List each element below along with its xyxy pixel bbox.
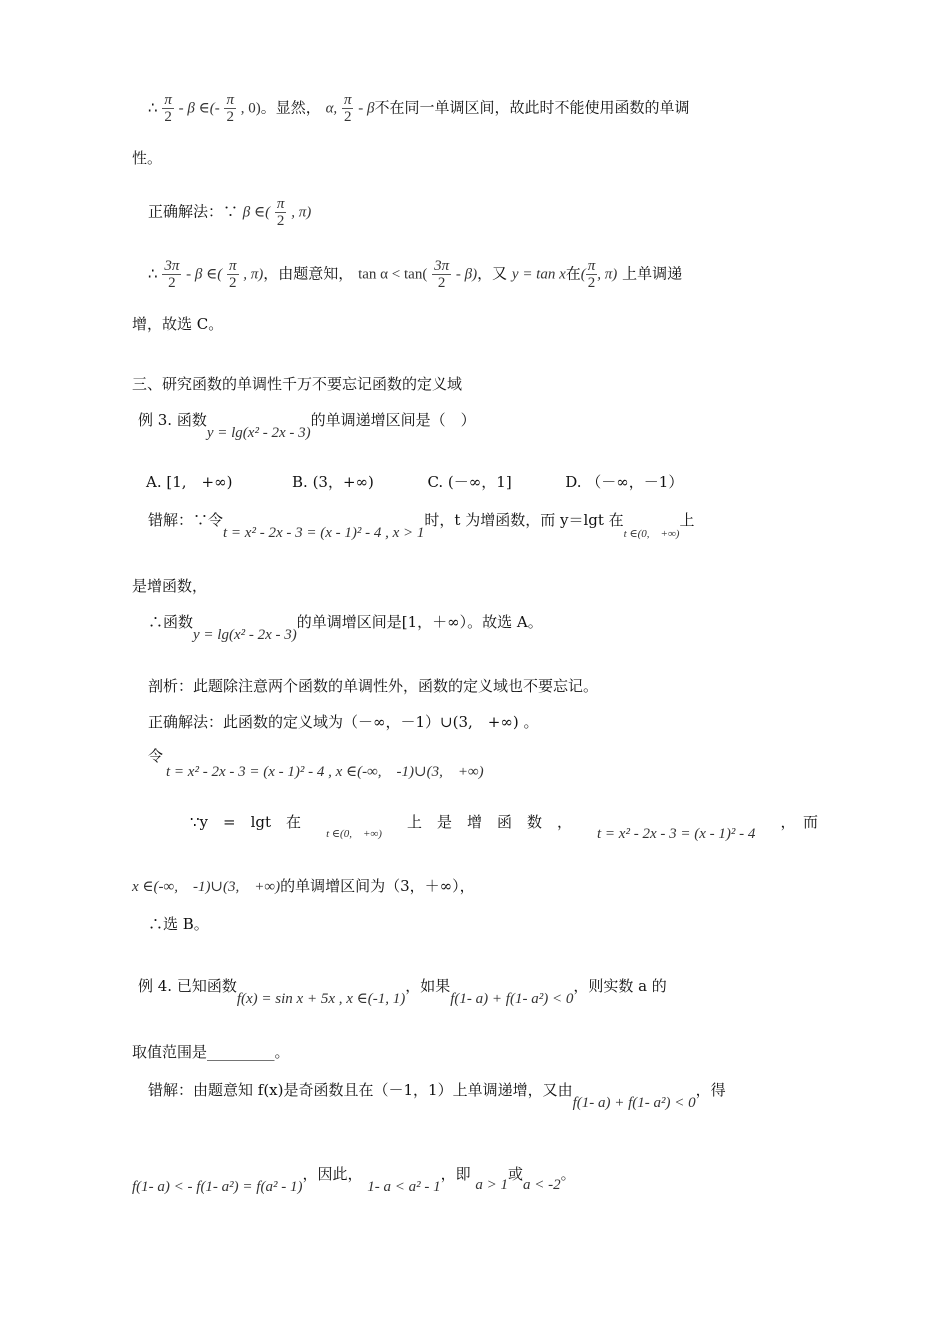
correct-3-since: ∵y = lgt 在 t ∈(0, +∞) 上 是 增 函 数 ， t = x² - 2x - 3 = (x - 1)² - 4 ， 而 — [190, 813, 818, 842]
fraction-3pi-over-2: $\frac{3\pi}{2}$ — [434, 258, 450, 291]
section-title-3: 三、研究函数的单调性千万不要忘记函数的定义域 — [132, 375, 463, 393]
option-b: B. (3，+∞) — [292, 473, 374, 491]
line-choose-c: 增，故选 C。 — [132, 315, 224, 333]
options-row — [146, 472, 683, 492]
correct-3-domain: x ∈(-∞, -1)∪(3, +∞)的单调增区间为（3，＋∞）， — [132, 877, 475, 895]
correct-solution-3: 正确解法：此函数的定义域为（－∞，－1）∪(3, +∞) 。 — [148, 713, 539, 731]
option-c: C. (－∞，1] — [427, 473, 512, 491]
correct-3-let: 令 — [148, 747, 164, 765]
correct-3-choose: ∴选 B。 — [148, 915, 209, 933]
line-3pi: ∴ $\frac{3\pi}{2}$ - β ∈( $\frac{\pi}{2}$ , π)，由题意知， tan α < tan( $\frac{3\pi}{2}$ - β)，又 y = tan x在( $\frac{\pi}{2}$ , π) 上单调递 — [148, 258, 683, 291]
wrong-solution-3-conclusion: ∴函数y = lg(x² - 2x - 3)的单调增区间是[1，＋∞）。故选 A。 — [148, 613, 543, 643]
line-2: 性。 — [132, 149, 163, 167]
fraction-pi-over-2: $\frac{\pi}{2}$ — [226, 92, 234, 125]
analysis-3: 剖析：此题除注意两个函数的单调性外，函数的定义域也不要忘记。 — [148, 677, 599, 695]
wrong-solution-3: 错解：∵令t = x² - 2x - 3 = (x - 1)² - 4 , x > 1时，t 为增函数，而 y＝lgt 在$_{t \in(0, +\infty)}$上 — [148, 511, 695, 541]
example-4: 例 4. 已知函数f(x) = sin x + 5x , x ∈(-1, 1)，如果f(1- a) + f(1- a²) < 0，则实数 a 的 — [138, 977, 667, 1007]
wrong-solution-4: 错解：由题意知 f(x)是奇函数且在（－1，1）上单调递增，又由f(1- a) + f(1- a²) < 0，得 — [148, 1081, 726, 1111]
fraction-3pi-over-2: $\frac{3\pi}{2}$ — [164, 258, 180, 291]
fraction-pi-over-2: $\frac{\pi}{2}$ — [276, 196, 285, 229]
wrong-solution-3-cont: 是增函数， — [132, 577, 208, 595]
therefore-symbol: ∴ — [148, 98, 158, 117]
fraction-pi-over-2: $\frac{\pi}{2}$ — [587, 258, 596, 291]
fraction-pi-over-2: $\frac{\pi}{2}$ — [343, 92, 352, 125]
option-d: D. （－∞，－1） — [565, 473, 684, 491]
line-1: ∴ $\frac{\pi}{2}$ - β ∈(- $\frac{\pi}{2}$ , 0)。显然， α, $\frac{\pi}{2}$ - β不在同一单调区间，故此时不能使用函数的单调 — [148, 92, 690, 125]
example-3: 例 3. 函数y = lg(x² - 2x - 3)的单调递增区间是（ ） — [138, 411, 476, 441]
fraction-pi-over-2: $\frac{\pi}{2}$ — [164, 92, 172, 125]
fraction-pi-over-2: $\frac{\pi}{2}$ — [228, 258, 237, 291]
correct-solution-1: 正确解法：∵ β ∈( $\frac{\pi}{2}$ , π) — [148, 196, 312, 229]
example-4-cont: 取值范围是_________。 — [132, 1043, 290, 1061]
correct-3-eq: t = x² - 2x - 3 = (x - 1)² - 4 , x ∈(-∞, -1)∪(3, +∞) — [166, 764, 484, 780]
option-a: A. [1, +∞) — [146, 473, 233, 491]
wrong-solution-4-cont: f(1- a) < - f(1- a²) = f(a² - 1)，因此， 1- a < a² - 1，即 a > 1或a < -2。 — [132, 1165, 576, 1195]
